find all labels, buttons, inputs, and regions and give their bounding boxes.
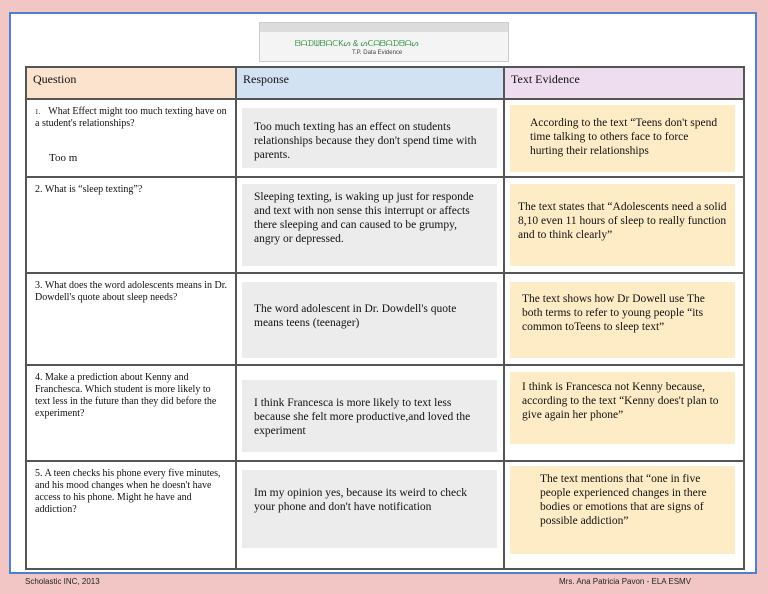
question-text: 2. What is “sleep texting”?	[35, 184, 143, 195]
response-text: Sleeping texting, is waking up just for responde and text with non sense this interrupt or affects there sleeping and can caused to be grumpy, angry or depressed.	[242, 184, 497, 266]
response-text: The word adolescent in Dr. Dowdell's quote means teens (teenager)	[242, 282, 497, 358]
table-row	[26, 99, 744, 177]
response-text: Too much texting has an effect on students relationships because they don't spend time with parents.	[242, 108, 497, 168]
evidence-cell	[504, 365, 744, 461]
evidence-text: The text shows how Dr Dowell use The both terms to refer to young people “its common toTeens to sleep text”	[510, 282, 735, 358]
question-text: 4. Make a prediction about Kenny and Franchesca. Which student is more likely to text less in the future than they did before the experiment?	[35, 372, 217, 419]
response-text: I think Francesca is more likely to text less because she felt more productive,and loved the experiment	[242, 380, 497, 452]
question-cell	[26, 273, 236, 365]
evidence-cell	[504, 177, 744, 273]
evidence-text: I think is Francesca not Kenny because, according to the text “Kenny does't plan to give again her phone”	[510, 372, 735, 444]
header-image-toolbar	[260, 23, 508, 32]
header-evidence: Text Evidence	[504, 67, 744, 99]
response-cell	[236, 273, 504, 365]
evidence-text: The text states that “Adolescents need a solid 8,10 even 11 hours of sleep to really function and to think clearly”	[510, 184, 735, 266]
evidence-cell	[504, 99, 744, 177]
table-row	[26, 273, 744, 365]
response-text: Im my opinion yes, because its weird to check your phone and don't have notification	[242, 470, 497, 548]
question-text: 5. A teen checks his phone every five minutes, and his mood changes when he doesn't have access to his phone. Might he have and addiction?	[35, 468, 221, 515]
question-number: 1.	[35, 108, 41, 116]
table-row	[26, 461, 744, 569]
header-image-title: ᗷᗩᗪᗯᗷᗩᑕKᔕ & ᔕᑕᗩᗷᗩᗪᗷᗩᔕ	[295, 39, 419, 48]
table-row	[26, 177, 744, 273]
evidence-text: According to the text “Teens don't spend time talking to others face to force hurting their relationships	[510, 105, 735, 172]
response-cell	[236, 461, 504, 569]
question-text: 3. What does the word adolescents means in Dr. Dowdell's quote about sleep needs?	[35, 280, 227, 303]
response-cell	[236, 177, 504, 273]
evidence-text: The text mentions that “one in five people experienced changes in there bodies or emotions that are signs of possible addiction”	[510, 466, 735, 554]
header-response: Response	[236, 67, 504, 99]
response-cell	[236, 365, 504, 461]
evidence-cell	[504, 273, 744, 365]
header-image	[259, 22, 509, 62]
evidence-table	[25, 66, 745, 570]
question-text: What Effect might too much texting have on a student's relationships?	[35, 106, 227, 129]
header-image-subtitle: T.P. Data Evidence	[352, 50, 403, 56]
question-cell	[26, 365, 236, 461]
footer-source: Scholastic INC, 2013	[25, 577, 100, 586]
evidence-cell	[504, 461, 744, 569]
question-extra-text: Too m	[49, 152, 78, 164]
question-cell	[26, 461, 236, 569]
question-cell	[26, 177, 236, 273]
question-cell	[26, 99, 236, 177]
response-cell	[236, 99, 504, 177]
header-question: Question	[26, 67, 236, 99]
footer-author: Mrs. Ana Patricia Pavon - ELA ESMV	[559, 577, 692, 586]
table-row	[26, 365, 744, 461]
